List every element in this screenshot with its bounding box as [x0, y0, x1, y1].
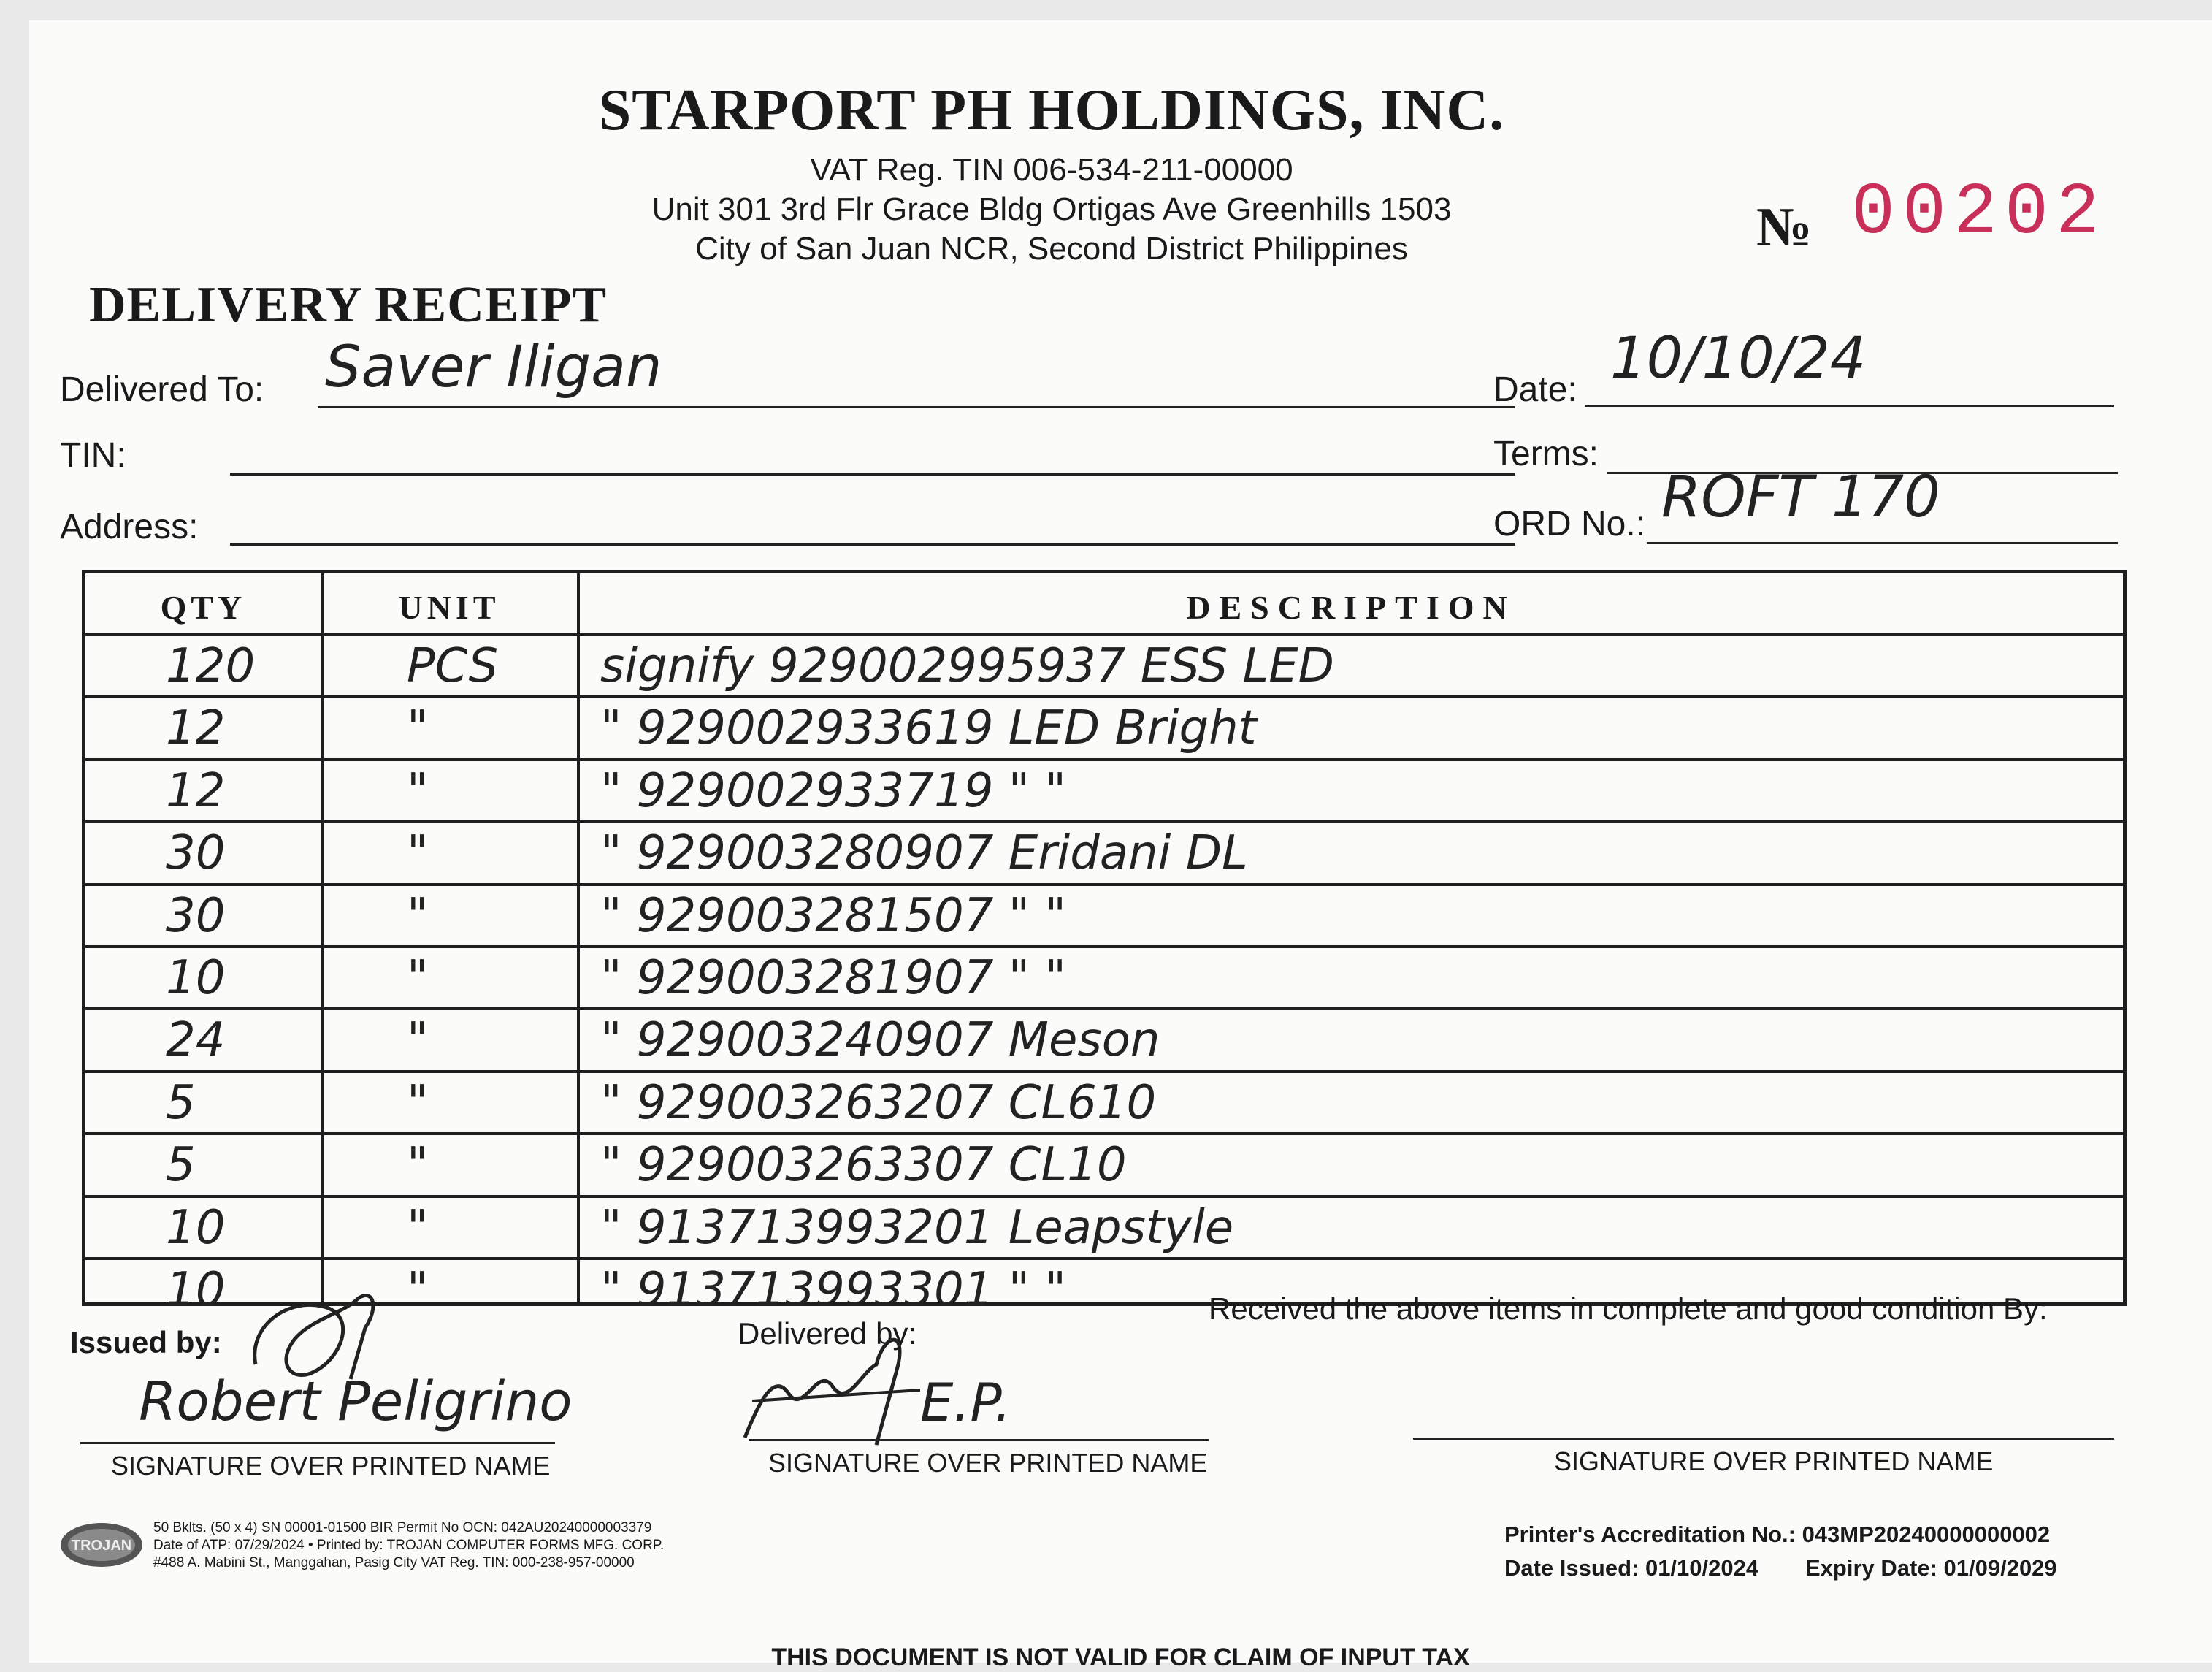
description-cell[interactable]: " 929002933719 " ": [600, 763, 1066, 818]
delivered-to-label: Delivered To:: [60, 370, 264, 409]
company-address-line-1: Unit 301 3rd Flr Grace Bldg Ortigas Ave Greenhills 1503: [651, 191, 1452, 227]
row-divider: [85, 758, 2123, 761]
qty-cell[interactable]: 30: [166, 826, 226, 881]
table-row: [85, 1132, 2123, 1195]
row-divider: [85, 945, 2123, 948]
delivered-by-caption: SIGNATURE OVER PRINTED NAME: [768, 1448, 1208, 1478]
qty-cell[interactable]: 5: [166, 1138, 196, 1193]
row-divider: [85, 1257, 2123, 1260]
tin-line: [230, 473, 1515, 476]
printer-logo: [58, 1519, 145, 1570]
header-unit: UNIT: [398, 589, 500, 626]
description-cell[interactable]: " 929003281507 " ": [600, 888, 1066, 943]
table-row: [85, 883, 2123, 946]
table-row: [85, 758, 2123, 821]
row-divider: [85, 633, 2123, 636]
row-divider: [85, 1070, 2123, 1073]
printer-logo-text: TROJAN: [71, 1538, 132, 1554]
unit-cell[interactable]: ": [407, 1263, 429, 1317]
ord-no-value[interactable]: ROFT 170: [1661, 465, 1940, 530]
unit-cell[interactable]: ": [407, 763, 429, 818]
table-row: [85, 1195, 2123, 1258]
tax-disclaimer: THIS DOCUMENT IS NOT VALID FOR CLAIM OF INPUT TAX: [771, 1644, 1470, 1671]
table-row: [85, 1070, 2123, 1133]
description-cell[interactable]: " 929003240907 Meson: [600, 1013, 1160, 1068]
delivered-by-label: Delivered by:: [738, 1316, 917, 1351]
delivered-to-value[interactable]: Saver Iligan: [325, 335, 662, 400]
ord-no-line: [1647, 542, 2118, 544]
company-name: STARPORT PH HOLDINGS, INC.: [598, 78, 1505, 142]
row-divider: [85, 1007, 2123, 1010]
row-divider: [85, 1132, 2123, 1135]
description-cell[interactable]: signify 929002995937 ESS LED: [600, 639, 1334, 693]
qty-cell[interactable]: 12: [166, 701, 226, 756]
table-row: [85, 1007, 2123, 1070]
delivered-by-name: E.P.: [920, 1372, 1011, 1433]
printer-expiry-date: Expiry Date: 01/09/2029: [1805, 1555, 2057, 1581]
printer-line-2: Date of ATP: 07/29/2024 • Printed by: TROJAN COMPUTER FORMS MFG. CORP.: [153, 1538, 665, 1553]
delivery-receipt-paper: [29, 20, 2212, 1671]
received-by-caption: SIGNATURE OVER PRINTED NAME: [1554, 1446, 1994, 1476]
printer-line-1: 50 Bklts. (50 x 4) SN 00001-01500 BIR Permit No OCN: 042AU20240000003379: [153, 1520, 652, 1535]
tin-label: TIN:: [60, 436, 126, 475]
description-cell[interactable]: " 929003263207 CL610: [600, 1075, 1157, 1130]
printer-line-3: #488 A. Mabini St., Manggahan, Pasig City VAT Reg. TIN: 000-238-957-00000: [153, 1555, 635, 1570]
company-tin: VAT Reg. TIN 006-534-211-00000: [810, 152, 1293, 188]
issued-by-label: Issued by:: [70, 1325, 222, 1359]
qty-cell[interactable]: 120: [166, 639, 256, 693]
date-label: Date:: [1493, 370, 1577, 409]
unit-cell[interactable]: ": [407, 1138, 429, 1193]
header-description: DESCRIPTION: [1186, 589, 1516, 626]
header-qty: QTY: [160, 589, 247, 626]
issued-by-name: Robert Peligrino: [139, 1370, 573, 1433]
unit-cell[interactable]: ": [407, 1075, 429, 1130]
qty-cell[interactable]: 24: [166, 1013, 226, 1068]
description-cell[interactable]: " 929002933619 LED Bright: [600, 701, 1257, 756]
qty-cell[interactable]: 30: [166, 888, 226, 943]
receipt-number-label: №: [1756, 196, 1813, 258]
unit-cell[interactable]: ": [407, 888, 429, 943]
qty-cell[interactable]: 5: [166, 1075, 196, 1130]
qty-cell[interactable]: 10: [166, 1200, 226, 1255]
unit-cell[interactable]: ": [407, 826, 429, 881]
qty-cell[interactable]: 10: [166, 951, 226, 1005]
description-cell[interactable]: " 929003280907 Eridani DL: [600, 826, 1248, 881]
description-cell[interactable]: " 929003281907 " ": [600, 951, 1066, 1005]
table-row: [85, 820, 2123, 883]
issued-by-caption: SIGNATURE OVER PRINTED NAME: [111, 1451, 551, 1481]
unit-cell[interactable]: ": [407, 1013, 429, 1068]
row-divider: [85, 820, 2123, 823]
qty-cell[interactable]: 12: [166, 763, 226, 818]
row-divider: [85, 695, 2123, 698]
delivered-by-signature-line: [749, 1439, 1209, 1441]
description-cell[interactable]: " 913713993201 Leapstyle: [600, 1200, 1234, 1255]
printer-accreditation: Printer's Accreditation No.: 043MP20240000000002: [1504, 1522, 2051, 1547]
unit-cell[interactable]: ": [407, 1200, 429, 1255]
issued-by-signature-line: [80, 1442, 555, 1444]
delivered-to-line: [318, 406, 1515, 408]
date-value[interactable]: 10/10/24: [1610, 326, 1867, 392]
table-row: [85, 695, 2123, 758]
date-line: [1585, 405, 2114, 407]
description-cell[interactable]: " 913713993301 " ": [600, 1263, 1066, 1317]
description-cell[interactable]: " 929003263307 CL10: [600, 1138, 1127, 1193]
table-row: [85, 945, 2123, 1008]
receipt-number: 00202: [1851, 172, 2108, 255]
address-label: Address:: [60, 508, 199, 546]
row-divider: [85, 1195, 2123, 1198]
row-divider: [85, 883, 2123, 886]
address-line: [230, 543, 1515, 546]
qty-cell[interactable]: 10: [166, 1263, 226, 1317]
unit-cell[interactable]: ": [407, 701, 429, 756]
received-by-label: Received the above items in complete and good condition By:: [1209, 1291, 2048, 1326]
received-by-signature-line: [1413, 1438, 2114, 1440]
terms-label: Terms:: [1493, 435, 1599, 473]
unit-cell[interactable]: ": [407, 951, 429, 1005]
unit-cell[interactable]: PCS: [407, 639, 499, 693]
table-row: [85, 633, 2123, 696]
printer-date-issued: Date Issued: 01/10/2024: [1504, 1555, 1759, 1581]
company-address-line-2: City of San Juan NCR, Second District Philippines: [695, 231, 1408, 267]
ord-no-label: ORD No.:: [1493, 505, 1646, 543]
document-title: DELIVERY RECEIPT: [89, 277, 608, 333]
